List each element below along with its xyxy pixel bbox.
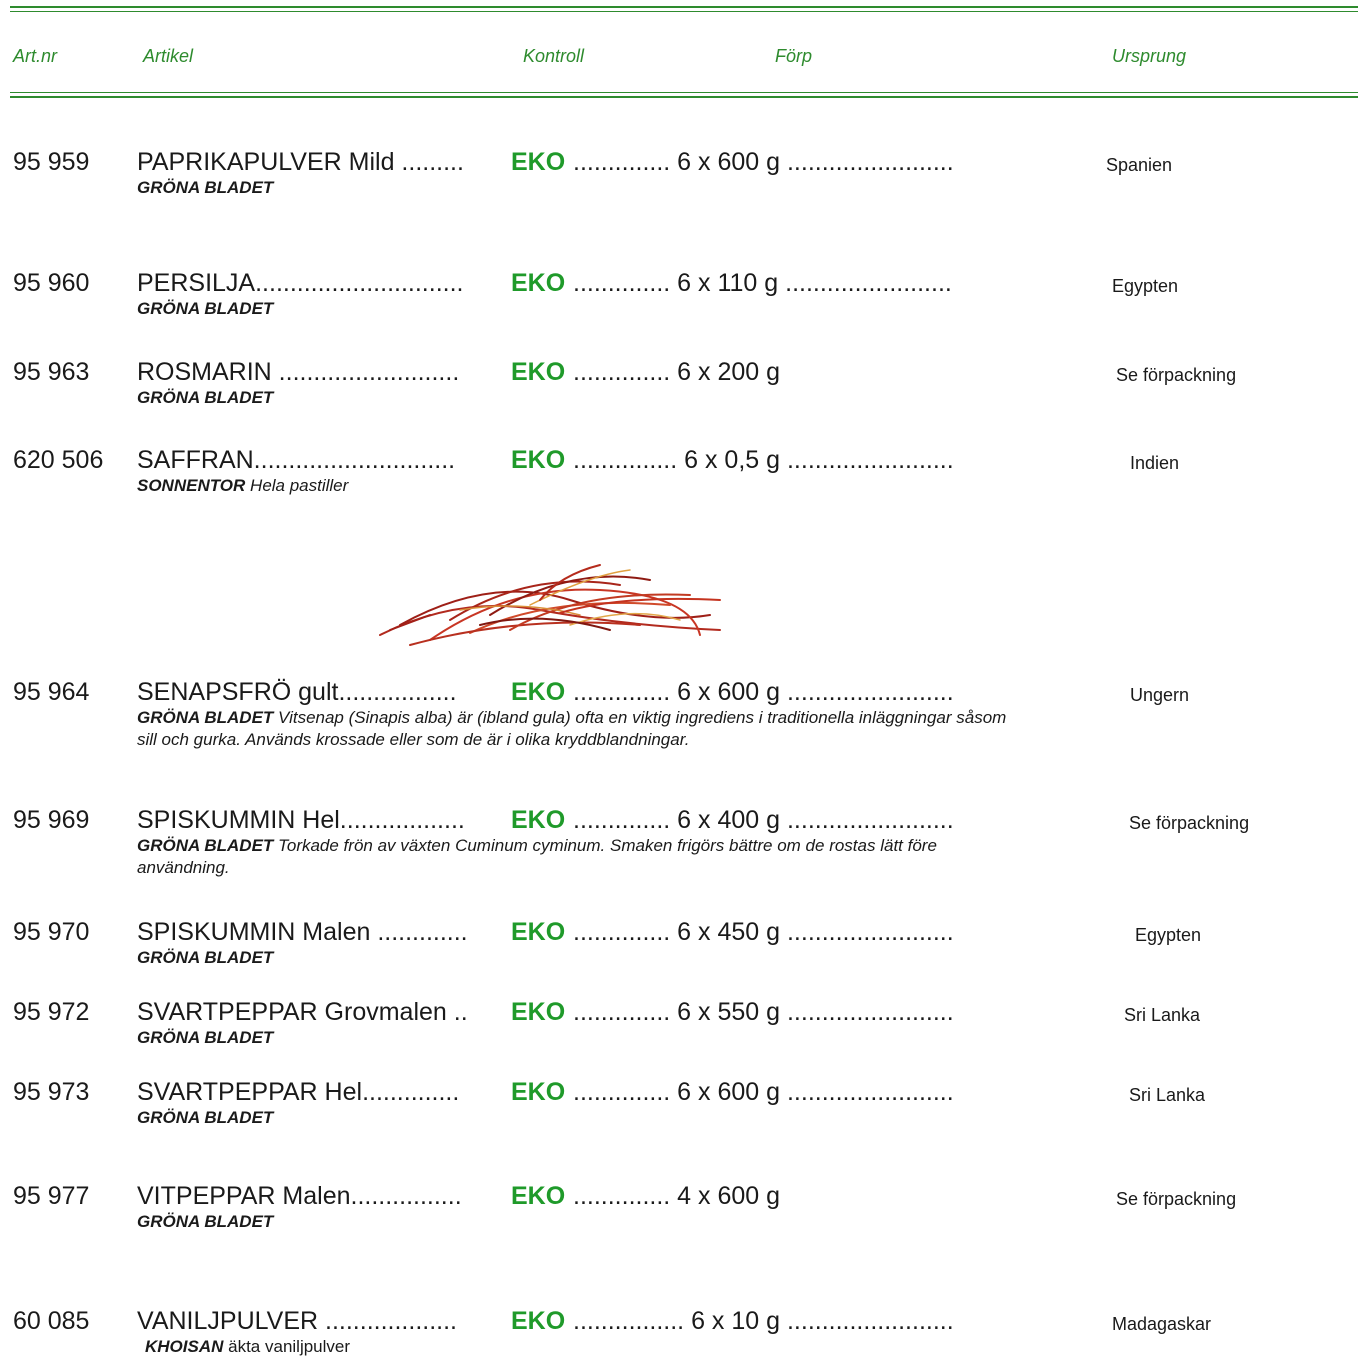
article-name: VITPEPPAR Malen................ bbox=[137, 1182, 462, 1210]
article-description bbox=[137, 387, 1027, 409]
origin: Se förpackning bbox=[1129, 813, 1250, 833]
brand-name: GRÖNA BLADET bbox=[137, 178, 274, 197]
article-number: 95 959 bbox=[13, 148, 90, 176]
origin: Sri Lanka bbox=[1129, 1085, 1206, 1105]
article-number: 95 969 bbox=[13, 806, 90, 834]
package-size: .............. 6 x 600 g ........................ bbox=[573, 1078, 954, 1106]
description-text: Hela pastiller bbox=[245, 476, 349, 495]
article-description bbox=[137, 707, 1027, 751]
article-name: SAFFRAN............................. bbox=[137, 446, 456, 474]
article-number: 95 970 bbox=[13, 918, 90, 946]
origin: Se förpackning bbox=[1116, 1189, 1237, 1209]
origin: Egypten bbox=[1135, 925, 1202, 945]
header-top-rule bbox=[10, 6, 1358, 8]
eko-label: EKO bbox=[511, 918, 566, 946]
header-art-nr: Art.nr bbox=[13, 46, 58, 66]
brand-name: GRÖNA BLADET bbox=[137, 708, 274, 727]
origin: Se förpackning bbox=[1116, 365, 1237, 385]
eko-label: EKO bbox=[511, 1078, 566, 1106]
article-description bbox=[137, 298, 1027, 320]
eko-label: EKO bbox=[511, 1182, 566, 1210]
header-forp: Förp bbox=[775, 46, 813, 66]
eko-label: EKO bbox=[511, 806, 566, 834]
origin: Egypten bbox=[1112, 276, 1179, 296]
package-size: .............. 6 x 600 g ........................ bbox=[573, 148, 954, 176]
header-bottom-rule-thick bbox=[10, 96, 1358, 98]
brand-name: GRÖNA BLADET bbox=[137, 948, 274, 967]
article-name: ROSMARIN .......................... bbox=[137, 358, 460, 386]
article-number: 95 964 bbox=[13, 678, 90, 706]
article-name: SVARTPEPPAR Grovmalen .. bbox=[137, 998, 468, 1026]
package-size: .............. 6 x 400 g ........................ bbox=[573, 806, 954, 834]
header-bottom-rule bbox=[10, 92, 1358, 93]
brand-name: GRÖNA BLADET bbox=[137, 1028, 274, 1047]
saffron-image bbox=[370, 555, 730, 665]
description-text: Vitsenap (Sinapis alba) är (ibland gula) ofta en viktig ingrediens i traditionella inläggningar såsom sill och gurka. Används krossade eller som de är i olika kryddblandningar. bbox=[137, 708, 1007, 749]
brand-name: GRÖNA BLADET bbox=[137, 1212, 274, 1231]
package-size: .............. 6 x 110 g ........................ bbox=[573, 269, 952, 297]
brand-name: GRÖNA BLADET bbox=[137, 836, 274, 855]
description-text: äkta vaniljpulver bbox=[223, 1337, 351, 1356]
origin: Ungern bbox=[1130, 685, 1190, 705]
package-size: .............. 4 x 600 g bbox=[573, 1182, 781, 1210]
article-number: 95 972 bbox=[13, 998, 90, 1026]
article-name: VANILJPULVER ................... bbox=[137, 1307, 457, 1335]
eko-label: EKO bbox=[511, 148, 566, 176]
article-description bbox=[137, 835, 1027, 879]
article-name: SENAPSFRÖ gult................. bbox=[137, 678, 457, 706]
eko-label: EKO bbox=[511, 269, 566, 297]
brand-name: GRÖNA BLADET bbox=[137, 299, 274, 318]
package-size: .............. 6 x 450 g ........................ bbox=[573, 918, 954, 946]
header-kontroll: Kontroll bbox=[523, 46, 585, 66]
package-size: .............. 6 x 600 g ........................ bbox=[573, 678, 954, 706]
brand-name: KHOISAN bbox=[145, 1337, 224, 1356]
package-size: .............. 6 x 200 g bbox=[573, 358, 781, 386]
eko-label: EKO bbox=[511, 998, 566, 1026]
article-description bbox=[137, 1027, 1027, 1049]
article-name: SVARTPEPPAR Hel.............. bbox=[137, 1078, 460, 1106]
article-number: 60 085 bbox=[13, 1307, 90, 1335]
article-number: 620 506 bbox=[13, 446, 104, 474]
article-description bbox=[137, 947, 1027, 969]
origin: Indien bbox=[1130, 453, 1180, 473]
article-description bbox=[137, 1107, 1027, 1129]
article-number: 95 977 bbox=[13, 1182, 90, 1210]
header-top-rule-thin bbox=[10, 11, 1358, 12]
header-artikel: Artikel bbox=[143, 46, 194, 66]
eko-label: EKO bbox=[511, 446, 566, 474]
origin: Sri Lanka bbox=[1124, 1005, 1201, 1025]
article-description bbox=[137, 177, 1027, 199]
brand-name: GRÖNA BLADET bbox=[137, 388, 274, 407]
origin: Spanien bbox=[1106, 155, 1173, 175]
article-number: 95 963 bbox=[13, 358, 90, 386]
article-number: 95 960 bbox=[13, 269, 90, 297]
header-ursprung: Ursprung bbox=[1112, 46, 1187, 66]
article-description bbox=[137, 1211, 1027, 1233]
brand-name: SONNENTOR bbox=[137, 476, 246, 495]
article-name: PAPRIKAPULVER Mild ......... bbox=[137, 148, 464, 176]
package-size: ............... 6 x 0,5 g ........................ bbox=[573, 446, 954, 474]
eko-label: EKO bbox=[511, 1307, 566, 1335]
article-name: PERSILJA.............................. bbox=[137, 269, 464, 297]
article-description bbox=[137, 475, 1027, 497]
eko-label: EKO bbox=[511, 678, 566, 706]
article-name: SPISKUMMIN Hel.................. bbox=[137, 806, 465, 834]
package-size: .............. 6 x 550 g ........................ bbox=[573, 998, 954, 1026]
article-name: SPISKUMMIN Malen ............. bbox=[137, 918, 468, 946]
brand-name: GRÖNA BLADET bbox=[137, 1108, 274, 1127]
article-description bbox=[145, 1336, 1035, 1358]
eko-label: EKO bbox=[511, 358, 566, 386]
package-size: ................ 6 x 10 g ........................ bbox=[573, 1307, 954, 1335]
article-number: 95 973 bbox=[13, 1078, 90, 1106]
description-text: Torkade frön av växten Cuminum cyminum. Smaken frigörs bättre om de rostas lätt före användning. bbox=[137, 836, 937, 877]
origin: Madagaskar bbox=[1112, 1314, 1212, 1334]
